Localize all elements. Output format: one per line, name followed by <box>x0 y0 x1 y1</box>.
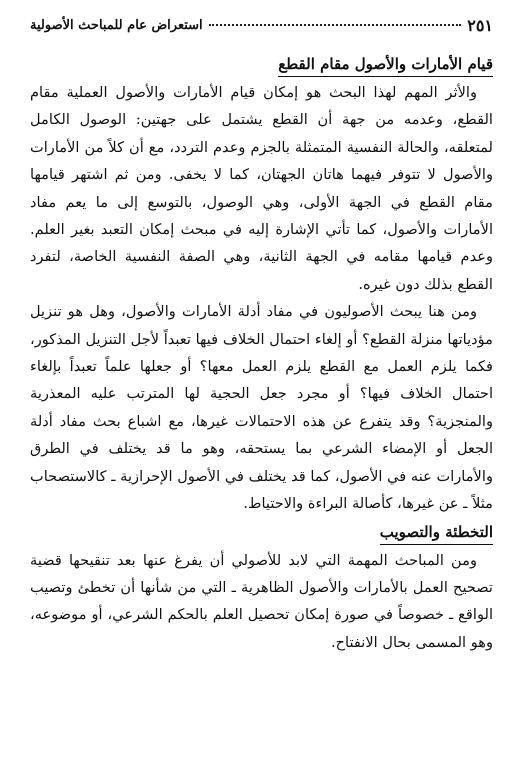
paragraph-3: ومن المباحث المهمة التي لابد للأصولي أن يفرغ عنها بعد تنقيحها قضية تصحيح العمل بالأمارات والأصول الظاهرية ـ التي من شأنها أن تخطئ وتصيب الواقع ـ خصوصاً في صورة إمكان تحصيل العلم بالحكم الشرعي، أو موضوعه، وهو المسمى بحال الانفتاح. <box>30 551 493 651</box>
paragraph-1: والأثر المهم لهذا البحث هو إمكان قيام الأمارات والأصول العملية مقام القطع، وعدمه من جهة أن القطع يشتمل على جهتين: الوصول الكامل لمتعلقه، والحالة النفسية المتمثلة بالجزم وعدم التردد، مع أن كلاً من الأمارات والأصول لا تتوفر فيهما هاتان الجهتان، كما لا يخفى. ومن ثم اشتهر قيامها مقام القطع في الجهة الأولى، وهي الوصول، بالتوسع إلى ما يعم مفاد الأمارات والأصول، كما تأتي الإشارة إليه في مبحث إمكان التعبد بغير العلم. وعدم قيامها مقامه في الجهة الثانية، وهي الصفة النفسية الخاصة، لتفرد القطع بذلك دون غيره. <box>30 84 493 293</box>
paragraph-2: ومن هنا يبحث الأصوليون في مفاد أدلة الأمارات والأصول، وهل هو تنزيل مؤدياتها منزلة القطع؟ أو إلغاء احتمال الخلاف فيها تعبداً لأجل التنزيل المذكور، فكما يلزم العمل مع القطع يلزم العمل معها؟ أو جعلها علماً تعبداً بإلغاء احتمال الخلاف فيها؟ أو مجرد جعل الحجية لها المترتب عليه المعذرية والمنجزية؟ وقد يتفرع عن هذه الاحتمالات غيرها، مع اشباع بحث مفاد أدلة الجعل أو الإمضاء الشرعي بما يستحقه، وهو ما قد يختلف في الطرق والأمارات عنه في الأصول، كما قد يختلف في الأصول الإحرازية ـ كالاستصحاب مثلاً ـ عن غيرها، كأصالة البراءة والاحتياط. <box>30 303 493 513</box>
running-header-title: استعراض عام للمباحث الأصولية <box>30 17 203 33</box>
page-body <box>30 50 493 656</box>
section-heading-row <box>30 518 493 547</box>
section-heading-2: التخطئة والتصويب <box>380 520 493 545</box>
section-heading-1: قيام الأمارات والأصول مقام القطع <box>278 52 493 77</box>
running-header <box>30 14 493 36</box>
leader-dots <box>209 24 462 26</box>
section-heading-row <box>30 50 493 79</box>
page-number: ٢٥١ <box>467 15 493 35</box>
